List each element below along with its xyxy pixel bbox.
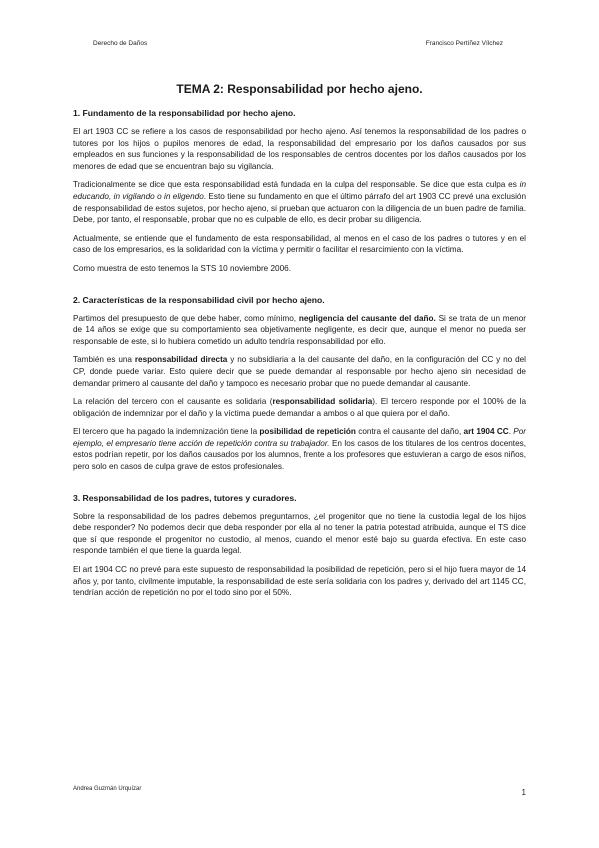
- text-run: y no subsidiaria a la del causante del daño, en la configuración del CC y no del CP, donde puede variar. Esto quiere decir que se puede demandar al responsable por hecho ajeno sin necesidad de demandar primero al causante del daño y tampoco es necesario probar que no puede demandar al causante.: [73, 355, 526, 388]
- page-title: TEMA 2: Responsabilidad por hecho ajeno.: [176, 82, 423, 96]
- text-run: Actualmente, se entiende que el fundamento de esta responsabilidad, al menos en el caso de los padres o tutores y en el caso de los empresarios, es la solidaridad con la víctima y permitir o facilitar el resarcimiento con la víctima.: [73, 233, 526, 255]
- paragraph: [73, 354, 526, 389]
- text-run: El art 1903 CC se refiere a los casos de responsabilidad por hecho ajeno. Así tenemos la responsabilidad de los padres o tutores por los hijos o pupilos menores de edad, la responsabilidad del empresario por los daños causados por sus empleados en sus funciones y la responsabilidad de los responsables de centros docentes por los daños causados por los menores de edad que se encuentran bajo su vigilancia.: [73, 127, 526, 171]
- paragraph: [73, 396, 526, 419]
- footer-author: Andrea Guzmán Urquízar: [73, 786, 142, 792]
- section-2: [73, 295, 526, 473]
- paragraph: [73, 511, 526, 557]
- paragraph: [73, 179, 526, 225]
- bold-text: posibilidad de repetición: [259, 427, 356, 437]
- bold-text: responsabilidad directa: [134, 355, 228, 365]
- section-heading: 3. Responsabilidad de los padres, tutores y curadores.: [73, 492, 297, 503]
- text-run: . Esto tiene su fundamento en que el último párrafo del art 1903 CC prevé una exclusión de responsabilidad de estos sujetos, por hecho ajeno, si prueban que actuaron con la diligencia de un buen padre de familia. Debe, por tanto, el responsable, probar que no es culpable de ello, es decir probar su diligencia.: [73, 191, 526, 225]
- bold-text: negligencia del causante del daño.: [298, 313, 436, 323]
- text-run: ). El tercero responde por el 100% de la obligación de indemnizar por el daño y la víctima puede demandar a ambos o al que quiera por el daño.: [73, 397, 527, 418]
- text-run: La relación del tercero con el causante es solidaria (: [73, 397, 273, 407]
- paragraph: [73, 313, 526, 348]
- paragraph: [73, 426, 526, 472]
- italic-text: in educando, in vigilando o in eligendo: [73, 180, 526, 201]
- page-number: 1: [521, 788, 526, 797]
- header-course: Derecho de Daños: [93, 40, 148, 47]
- text-run: Como muestra de esto tenemos la STS 10 noviembre 2006.: [73, 263, 291, 273]
- section-1: [73, 108, 526, 275]
- text-run: contra el causante del daño,: [355, 427, 464, 437]
- section-3: [73, 493, 526, 599]
- paragraph: [73, 564, 526, 599]
- text-run: Si se trata de un menor de 14 años se exige que su comportamiento sea objetivamente negligente, es decir que, aunque el menor no pueda ser responsable de este, si lo hubiera cometido un adulto tendría responsabilidad por ello.: [73, 313, 526, 346]
- section-heading: 1. Fundamento de la responsabilidad por hecho ajeno.: [73, 108, 296, 118]
- italic-text: Por ejemplo, el empresario tiene acción de repetición contra su trabajador.: [73, 427, 527, 448]
- text-run: El tercero que ha pagado la indemnización tiene la: [73, 427, 260, 437]
- text-run: Sobre la responsabilidad de los padres debemos preguntarnos, ¿el progenitor que no tiene la custodia legal de los hijos debe responder? No podemos decir que deba responder por ella al no tener la patria potestad atribuida, aunque el TS dice que sí que responde el progenitor no custodio, al menos, cuando el menor esté bajo su guarda efectiva. En este caso responde también el que tiene la guarda legal.: [73, 511, 526, 556]
- bold-text: responsabilidad solidaria: [272, 397, 373, 407]
- text-run: Tradicionalmente se dice que esta responsabilidad está fundada en la culpa del responsable. Se dice que esta culpa es: [73, 180, 520, 190]
- bold-text: art 1904 CC: [463, 427, 509, 437]
- text-run: .: [508, 427, 514, 437]
- text-run: También es una: [73, 355, 135, 365]
- paragraph: [73, 233, 526, 256]
- paragraph: [73, 126, 526, 172]
- section-heading: 2. Características de la responsabilidad civil por hecho ajeno.: [73, 294, 325, 305]
- paragraph: [73, 263, 526, 275]
- header-author: Francisco Pertíñez Vílchez: [425, 40, 503, 47]
- text-run: En los casos de los titulares de los centros docentes, estos podrían repetir, por los daños causados por los alumnos, frente a los profesores que estuvieran a cargo de esos niños, pero solo en casos de culpa grave de estos profesionales.: [73, 438, 526, 472]
- text-run: Partimos del presupuesto de que debe haber, como mínimo,: [73, 313, 299, 323]
- text-run: El art 1904 CC no prevé para este supuesto de responsabilidad la posibilidad de repetición, pero si el hijo fuera mayor de 14 años y, por tanto, civilmente imputable, la responsabilidad de este sería solidaria con los padres y, derivado del art 1145 CC, tendrían acción de repetición no por el todo sino por el 50%.: [73, 565, 526, 598]
- document-body: [73, 108, 526, 606]
